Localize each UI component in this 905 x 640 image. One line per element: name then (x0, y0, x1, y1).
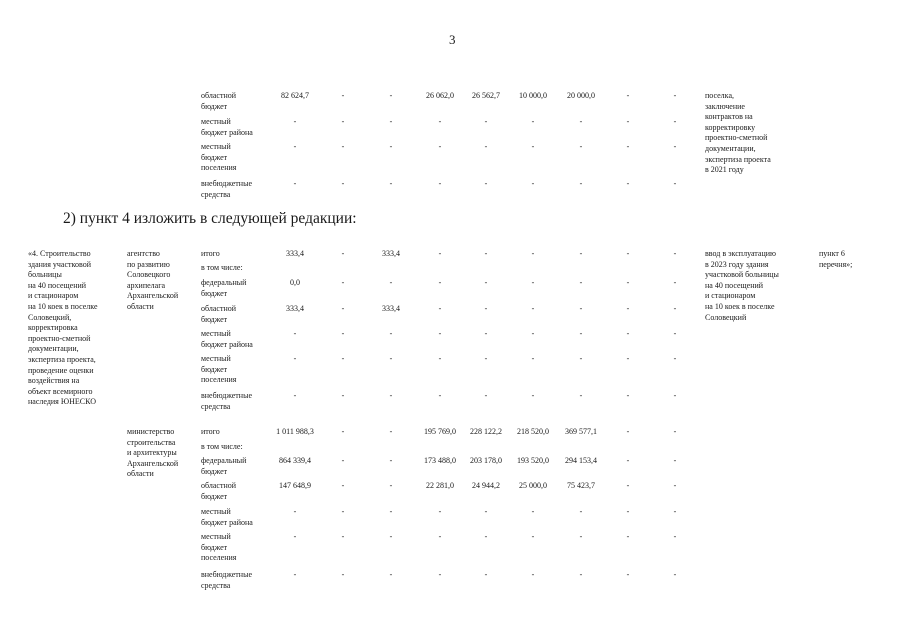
value-cell: - (293, 532, 297, 541)
value-cell: - (579, 249, 583, 258)
value-cell: - (484, 278, 488, 287)
value-cell: - (438, 304, 442, 313)
source-label: местный бюджет поселения (201, 142, 237, 173)
value-cell: - (579, 179, 583, 188)
value-cell: - (293, 179, 297, 188)
value-cell: - (438, 249, 442, 258)
value-cell: - (438, 354, 442, 363)
value-cell: - (484, 507, 488, 516)
value-cell: - (438, 329, 442, 338)
value-cell: - (484, 179, 488, 188)
value-cell: - (531, 278, 535, 287)
value-cell: 25 000,0 (519, 481, 547, 490)
value-cell: - (341, 117, 345, 126)
value-cell: - (341, 354, 345, 363)
value-cell: - (293, 391, 297, 400)
source-label: областной бюджет (201, 91, 237, 111)
value-cell: - (579, 278, 583, 287)
source-label: федеральный бюджет (201, 278, 247, 298)
value-cell: - (579, 117, 583, 126)
value-cell: - (389, 117, 393, 126)
value-cell: 26 062,0 (426, 91, 454, 100)
value-cell: - (579, 391, 583, 400)
source-label: итого (201, 427, 220, 436)
value-cell: - (293, 142, 297, 151)
value-cell: - (673, 532, 677, 541)
value-cell: - (579, 354, 583, 363)
value-cell: - (341, 329, 345, 338)
value-cell: 75 423,7 (567, 481, 595, 490)
value-cell: - (579, 570, 583, 579)
value-cell: - (341, 507, 345, 516)
value-cell: - (531, 532, 535, 541)
value-cell: - (626, 249, 630, 258)
value-cell: - (341, 391, 345, 400)
value-cell: - (293, 329, 297, 338)
item-name: «4. Строительство здания участковой больницы на 40 посещений и стационаром на 10 коек в поселке Соловецкий, корректировка проектно-сметной документации, экспертиза проекта, проведение оценки воздействия на объект всемирного наследия ЮНЕСКО (28, 249, 98, 407)
value-cell: - (531, 507, 535, 516)
value-cell: - (389, 91, 393, 100)
value-cell: 864 339,4 (279, 456, 311, 465)
value-cell: 22 281,0 (426, 481, 454, 490)
source-label: внебюджетные средства (201, 570, 252, 590)
value-cell: - (389, 507, 393, 516)
source-label: местный бюджет района (201, 117, 253, 137)
source-label: внебюджетные средства (201, 179, 252, 199)
value-cell: - (626, 570, 630, 579)
value-cell: - (673, 142, 677, 151)
value-cell: - (389, 570, 393, 579)
value-cell: - (389, 179, 393, 188)
value-cell: - (484, 142, 488, 151)
source-label: областной бюджет (201, 304, 237, 324)
value-cell: - (626, 354, 630, 363)
value-cell: - (626, 179, 630, 188)
value-cell: - (626, 278, 630, 287)
source-label: в том числе: (201, 442, 243, 451)
value-cell: - (389, 427, 393, 436)
value-cell: - (341, 179, 345, 188)
value-cell: - (341, 481, 345, 490)
value-cell: - (626, 532, 630, 541)
value-cell: - (626, 456, 630, 465)
value-cell: - (389, 142, 393, 151)
value-cell: - (341, 456, 345, 465)
value-cell: - (484, 329, 488, 338)
value-cell: - (484, 249, 488, 258)
value-cell: - (389, 329, 393, 338)
value-cell: - (484, 532, 488, 541)
value-cell: - (484, 570, 488, 579)
value-cell: - (341, 304, 345, 313)
value-cell: - (341, 427, 345, 436)
value-cell: - (341, 142, 345, 151)
value-cell: - (626, 329, 630, 338)
value-cell: - (531, 117, 535, 126)
value-cell: - (341, 532, 345, 541)
value-cell: - (673, 249, 677, 258)
value-cell: - (531, 354, 535, 363)
value-cell: - (626, 427, 630, 436)
source-label: местный бюджет поселения (201, 354, 237, 385)
value-cell: - (438, 391, 442, 400)
value-cell: - (579, 142, 583, 151)
value-cell: - (484, 391, 488, 400)
executor-name: агентство по развитию Соловецкого архипелага Архангельской области (127, 249, 179, 311)
source-label: местный бюджет района (201, 507, 253, 527)
result-text: поселка, заключение контрактов на корректировку проектно-сметной документации, экспертиза проекта в 2021 году (705, 91, 771, 175)
value-cell: 294 153,4 (565, 456, 597, 465)
item-link: пункт 6 перечня»; (819, 249, 853, 269)
value-cell: - (293, 117, 297, 126)
value-cell: - (389, 391, 393, 400)
value-cell: - (389, 354, 393, 363)
value-cell: - (438, 507, 442, 516)
value-cell: 10 000,0 (519, 91, 547, 100)
value-cell: - (673, 354, 677, 363)
value-cell: - (341, 249, 345, 258)
value-cell: - (293, 570, 297, 579)
value-cell: - (673, 456, 677, 465)
value-cell: - (293, 354, 297, 363)
value-cell: - (341, 278, 345, 287)
value-cell: - (341, 91, 345, 100)
source-label: итого (201, 249, 220, 258)
value-cell: - (626, 142, 630, 151)
value-cell: 24 944,2 (472, 481, 500, 490)
value-cell: 369 577,1 (565, 427, 597, 436)
value-cell: - (438, 532, 442, 541)
source-label: внебюджетные средства (201, 391, 252, 411)
value-cell: - (673, 304, 677, 313)
value-cell: 333,4 (382, 304, 400, 313)
value-cell: - (626, 304, 630, 313)
executor-name: министерство строительства и архитектуры Архангельской области (127, 427, 179, 479)
value-cell: 228 122,2 (470, 427, 502, 436)
value-cell: 20 000,0 (567, 91, 595, 100)
value-cell: 218 520,0 (517, 427, 549, 436)
value-cell: - (579, 304, 583, 313)
value-cell: - (626, 117, 630, 126)
value-cell: 333,4 (286, 304, 304, 313)
value-cell: 0,0 (290, 278, 300, 287)
value-cell: - (389, 278, 393, 287)
value-cell: - (673, 179, 677, 188)
value-cell: 193 520,0 (517, 456, 549, 465)
value-cell: - (673, 570, 677, 579)
value-cell: - (531, 249, 535, 258)
value-cell: - (673, 507, 677, 516)
value-cell: - (389, 481, 393, 490)
value-cell: - (626, 391, 630, 400)
value-cell: - (438, 117, 442, 126)
source-label: местный бюджет района (201, 329, 253, 349)
value-cell: 1 011 988,3 (276, 427, 314, 436)
value-cell: 147 648,9 (279, 481, 311, 490)
source-label: федеральный бюджет (201, 456, 247, 476)
value-cell: - (484, 354, 488, 363)
value-cell: - (673, 278, 677, 287)
value-cell: 203 178,0 (470, 456, 502, 465)
value-cell: - (531, 329, 535, 338)
source-label: местный бюджет поселения (201, 532, 237, 563)
value-cell: 82 624,7 (281, 91, 309, 100)
value-cell: - (531, 304, 535, 313)
value-cell: - (389, 456, 393, 465)
value-cell: - (341, 570, 345, 579)
value-cell: - (673, 427, 677, 436)
value-cell: - (579, 329, 583, 338)
value-cell: - (389, 532, 393, 541)
value-cell: - (484, 117, 488, 126)
value-cell: 333,4 (286, 249, 304, 258)
value-cell: - (673, 329, 677, 338)
value-cell: - (673, 117, 677, 126)
value-cell: - (438, 179, 442, 188)
source-label: областной бюджет (201, 481, 237, 501)
value-cell: - (531, 570, 535, 579)
value-cell: - (673, 91, 677, 100)
value-cell: - (579, 532, 583, 541)
section-heading: 2) пункт 4 изложить в следующей редакции: (63, 210, 357, 227)
value-cell: - (438, 278, 442, 287)
item-result: ввод в эксплуатацию в 2023 году здания участковой больницы на 40 посещений и стационаром на 10 коек в поселке Соловецкий (705, 249, 779, 322)
value-cell: - (673, 481, 677, 490)
value-cell: - (438, 570, 442, 579)
value-cell: - (531, 142, 535, 151)
value-cell: 173 488,0 (424, 456, 456, 465)
source-label: в том числе: (201, 263, 243, 272)
value-cell: - (626, 91, 630, 100)
value-cell: - (293, 507, 297, 516)
value-cell: 26 562,7 (472, 91, 500, 100)
value-cell: 333,4 (382, 249, 400, 258)
value-cell: - (484, 304, 488, 313)
value-cell: - (531, 391, 535, 400)
value-cell: - (673, 391, 677, 400)
value-cell: - (531, 179, 535, 188)
value-cell: - (626, 481, 630, 490)
value-cell: - (579, 507, 583, 516)
page-number: 3 (449, 32, 456, 47)
value-cell: - (626, 507, 630, 516)
value-cell: - (438, 142, 442, 151)
value-cell: 195 769,0 (424, 427, 456, 436)
